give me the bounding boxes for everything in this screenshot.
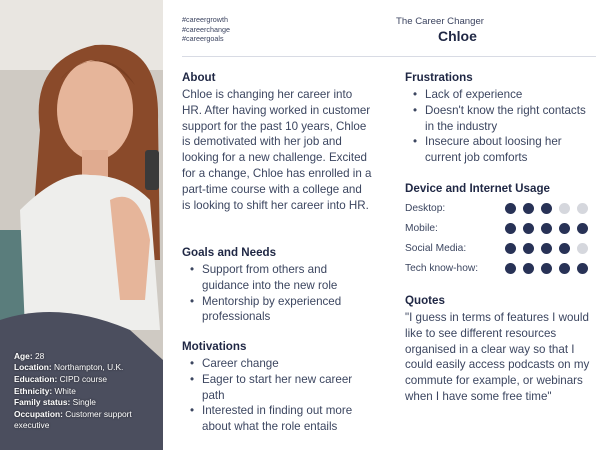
goals-heading: Goals and Needs <box>182 246 277 259</box>
rating-dot-filled <box>577 223 588 234</box>
device-usage-row <box>405 258 595 278</box>
list-item: • Doesn't know the right contacts in the industry <box>425 103 590 135</box>
persona-photo <box>0 0 163 450</box>
hashtag: #careergoals <box>182 34 224 44</box>
rating-dot-empty <box>577 243 588 254</box>
rating-dot-filled <box>505 263 516 274</box>
rating-dots <box>505 263 588 274</box>
device-usage-label: Tech know-how: <box>405 262 479 274</box>
device-usage-row <box>405 199 595 219</box>
rating-dot-filled <box>541 223 552 234</box>
device-usage-heading: Device and Internet Usage <box>405 182 550 195</box>
rating-dot-filled <box>523 263 534 274</box>
rating-dot-empty <box>559 203 570 214</box>
rating-dots <box>505 243 588 254</box>
header-divider <box>182 56 596 57</box>
device-usage-label: Mobile: <box>405 223 438 235</box>
rating-dot-filled <box>559 263 570 274</box>
about-heading: About <box>182 71 216 84</box>
device-usage-row <box>405 239 595 259</box>
about-section <box>182 71 372 213</box>
rating-dot-filled <box>541 243 552 254</box>
rating-dot-filled <box>577 263 588 274</box>
demo-ethnicity: Ethnicity: White <box>14 385 76 396</box>
list-item: • Support from others and guidance into the new role <box>202 262 372 294</box>
motivations-section <box>182 340 372 435</box>
demo-age: Age: 28 <box>14 350 45 361</box>
hashtag: #careerchange <box>182 24 230 34</box>
demo-education: Education: CIPD course <box>14 374 108 385</box>
rating-dot-filled <box>505 243 516 254</box>
rating-dot-filled <box>523 203 534 214</box>
rating-dot-filled <box>523 223 534 234</box>
persona-name: Chloe <box>438 28 477 44</box>
rating-dot-filled <box>541 263 552 274</box>
demo-occupation: Occupation: Customer support executive <box>14 408 132 431</box>
rating-dots <box>505 203 588 214</box>
rating-dot-filled <box>505 223 516 234</box>
rating-dot-filled <box>541 203 552 214</box>
goals-section <box>182 246 372 325</box>
goals-list <box>182 262 372 325</box>
rating-dot-empty <box>577 203 588 214</box>
motivations-heading: Motivations <box>182 340 247 353</box>
persona-role: The Career Changer <box>396 16 484 27</box>
rating-dot-filled <box>559 243 570 254</box>
rating-dot-filled <box>523 243 534 254</box>
quotes-heading: Quotes <box>405 294 445 307</box>
quotes-section <box>405 294 595 405</box>
rating-dots <box>505 223 588 234</box>
hashtag: #careergrowth <box>182 15 228 24</box>
list-item: • Career change <box>202 356 372 372</box>
device-usage-label: Social Media: <box>405 242 467 254</box>
demo-family-status: Family status: Single <box>14 397 96 408</box>
frustrations-heading: Frustrations <box>405 71 473 84</box>
list-item: • Eager to start her new career path <box>202 372 372 404</box>
list-item: • Interested in finding out more about what the role entails <box>202 403 372 435</box>
list-item: • Insecure about loosing her current job comforts <box>425 134 590 166</box>
device-usage-row <box>405 219 595 239</box>
device-usage-label: Desktop: <box>405 203 446 215</box>
rating-dot-filled <box>505 203 516 214</box>
motivations-list <box>182 356 372 435</box>
list-item: • Lack of experience <box>425 87 590 103</box>
demographics <box>14 351 160 432</box>
device-usage-section <box>405 182 595 278</box>
device-usage-rows <box>405 199 595 278</box>
list-item: • Mentorship by experienced professionals <box>202 294 372 326</box>
quote-text: "I guess in terms of features I would like to see different resources organised in a clear way so that I could easily access podcasts on my commute for example, or webinars when I have some free time" <box>405 311 590 403</box>
frustrations-list <box>405 87 590 166</box>
demo-location: Location: Northampton, U.K. <box>14 362 124 373</box>
about-text: Chloe is changing her career into HR. After having worked in customer support for the past 10 years, Chloe is demotivated with her job and looking for a new challenge. Excited for a change, Chloe has enrolled in a part-time course with a college and is looking to shift her career into HR. <box>182 88 372 212</box>
frustrations-section <box>405 71 590 166</box>
hashtags <box>182 15 230 44</box>
rating-dot-filled <box>559 223 570 234</box>
